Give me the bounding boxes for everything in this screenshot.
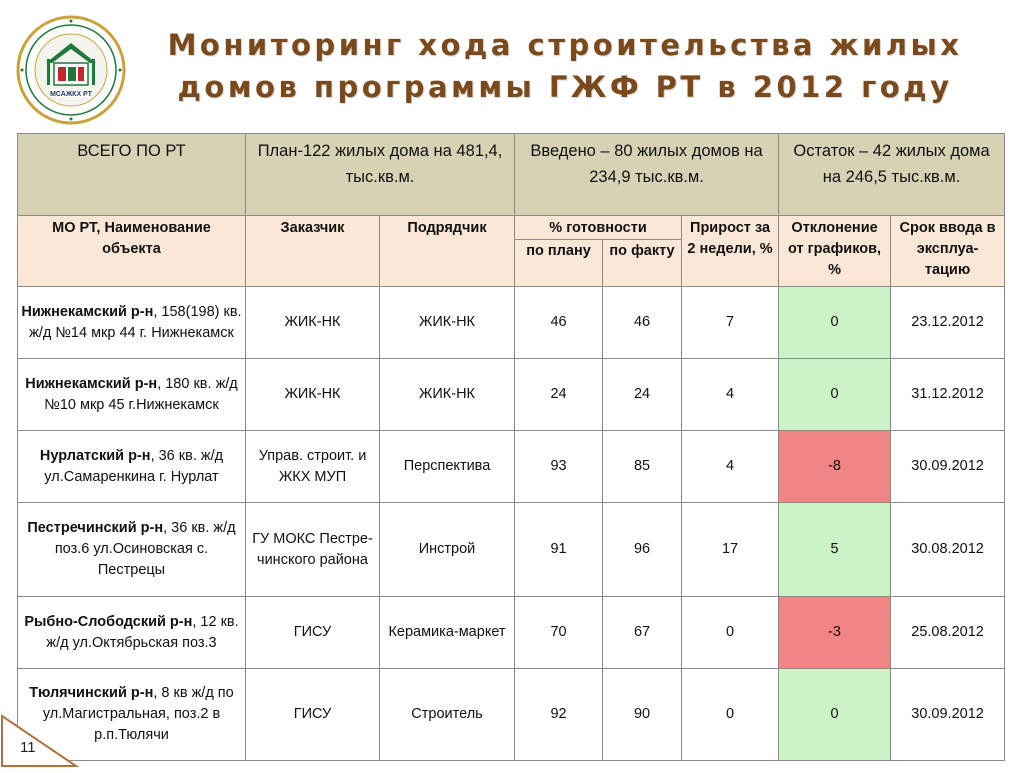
deviation-cell: 0 (779, 287, 891, 359)
header-contractor: Подрядчик (380, 216, 515, 287)
object-detail: , 8 кв ж/д по ул.Магистральная, поз.2 в р.п.Тюлячи (42, 685, 234, 743)
logo (16, 15, 126, 125)
district-name: Рыбно-Слободский р-н (24, 613, 193, 630)
summary-total-label: ВСЕГО ПО РТ (18, 134, 246, 216)
fact-cell: 46 (603, 287, 682, 359)
slide-title-line-2: домов программы ГЖФ РТ в 2012 году (177, 70, 953, 104)
logo-emblem (16, 15, 126, 125)
contractor-cell: ЖИК-НК (380, 287, 515, 359)
svg-text:МСАЖКХ РТ: МСАЖКХ РТ (50, 91, 92, 98)
header-readiness: % готовности (515, 216, 682, 240)
growth-cell: 0 (682, 669, 779, 761)
plan-cell: 46 (515, 287, 603, 359)
object-detail: , 180 кв. ж/д №10 мкр 45 г.Нижнекамск (44, 375, 238, 413)
table-row (18, 359, 1005, 431)
summary-commissioned: Введено – 80 жилых домов на 234,9 тыс.кв.м. (515, 134, 779, 216)
customer-cell: ЖИК-НК (246, 359, 380, 431)
deadline-cell: 23.12.2012 (891, 287, 1005, 359)
deviation-cell: -8 (779, 431, 891, 503)
plan-cell: 24 (515, 359, 603, 431)
slide-number-badge (0, 712, 80, 768)
deviation-cell: 5 (779, 503, 891, 597)
header-deviation: Отклонение от графиков, % (779, 216, 891, 287)
header-row (18, 216, 1005, 240)
corner-triangle-icon (0, 712, 80, 768)
summary-remaining: Остаток – 42 жилых дома на 246,5 тыс.кв.м. (779, 134, 1005, 216)
contractor-cell: Керамика-маркет (380, 597, 515, 669)
district-name: Пестречинский р-н (27, 520, 164, 536)
customer-cell: ЖИК-НК (246, 287, 380, 359)
object-cell (18, 503, 246, 597)
object-detail: , 36 кв. ж/д поз.6 ул.Осиновская с. Пестрецы (54, 520, 236, 578)
deviation-cell: 0 (779, 669, 891, 761)
table-row (18, 669, 1005, 761)
plan-cell: 70 (515, 597, 603, 669)
fact-cell: 90 (603, 669, 682, 761)
object-detail: , 158(198) кв. ж/д №14 мкр 44 г. Нижнекамск (29, 303, 242, 341)
slide-number: 11 (20, 739, 36, 756)
district-name: Нижнекамский р-н (21, 303, 154, 320)
growth-cell: 0 (682, 597, 779, 669)
slide-title (150, 24, 980, 108)
contractor-cell: Инстрой (380, 503, 515, 597)
summary-row (18, 134, 1005, 216)
object-detail: , 36 кв. ж/д ул.Самаренкина г. Нурлат (44, 447, 224, 485)
slide-title-line-1: Мониторинг хода строительства жилых (167, 28, 963, 62)
fact-cell: 96 (603, 503, 682, 597)
header-object: МО РТ, Наименование объекта (18, 216, 246, 287)
growth-cell: 7 (682, 287, 779, 359)
customer-cell: ГУ МОКС Пестре-чинского района (246, 503, 380, 597)
header-customer: Заказчик (246, 216, 380, 287)
table-row (18, 503, 1005, 597)
deadline-cell: 31.12.2012 (891, 359, 1005, 431)
object-cell (18, 431, 246, 503)
header-deadline: Срок ввода в эксплуа-тацию (891, 216, 1005, 287)
contractor-cell: Перспектива (380, 431, 515, 503)
district-name: Тюлячинский р-н (29, 685, 154, 701)
contractor-cell: ЖИК-НК (380, 359, 515, 431)
object-detail: , 12 кв. ж/д ул.Октябрьская поз.3 (46, 613, 239, 651)
header-by-fact: по факту (603, 240, 682, 287)
table-row (18, 597, 1005, 669)
customer-cell: ГИСУ (246, 597, 380, 669)
growth-cell: 4 (682, 359, 779, 431)
fact-cell: 24 (603, 359, 682, 431)
customer-cell: Управ. строит. и ЖКХ МУП (246, 431, 380, 503)
district-name: Нижнекамский р-н (25, 375, 158, 392)
growth-cell: 4 (682, 431, 779, 503)
object-cell (18, 287, 246, 359)
plan-cell: 91 (515, 503, 603, 597)
growth-cell: 17 (682, 503, 779, 597)
table-row (18, 431, 1005, 503)
plan-cell: 93 (515, 431, 603, 503)
deadline-cell: 25.08.2012 (891, 597, 1005, 669)
deadline-cell: 30.09.2012 (891, 431, 1005, 503)
plan-cell: 92 (515, 669, 603, 761)
object-cell (18, 359, 246, 431)
deadline-cell: 30.08.2012 (891, 503, 1005, 597)
fact-cell: 67 (603, 597, 682, 669)
summary-plan: План-122 жилых дома на 481,4, тыс.кв.м. (246, 134, 515, 216)
table-row (18, 287, 1005, 359)
deviation-cell: 0 (779, 359, 891, 431)
object-cell (18, 597, 246, 669)
header-growth: Прирост за 2 недели, % (682, 216, 779, 287)
header-by-plan: по плану (515, 240, 603, 287)
deadline-cell: 30.09.2012 (891, 669, 1005, 761)
fact-cell: 85 (603, 431, 682, 503)
construction-table (17, 133, 1005, 761)
customer-cell: ГИСУ (246, 669, 380, 761)
district-name: Нурлатский р-н (39, 447, 151, 464)
deviation-cell: -3 (779, 597, 891, 669)
contractor-cell: Строитель (380, 669, 515, 761)
